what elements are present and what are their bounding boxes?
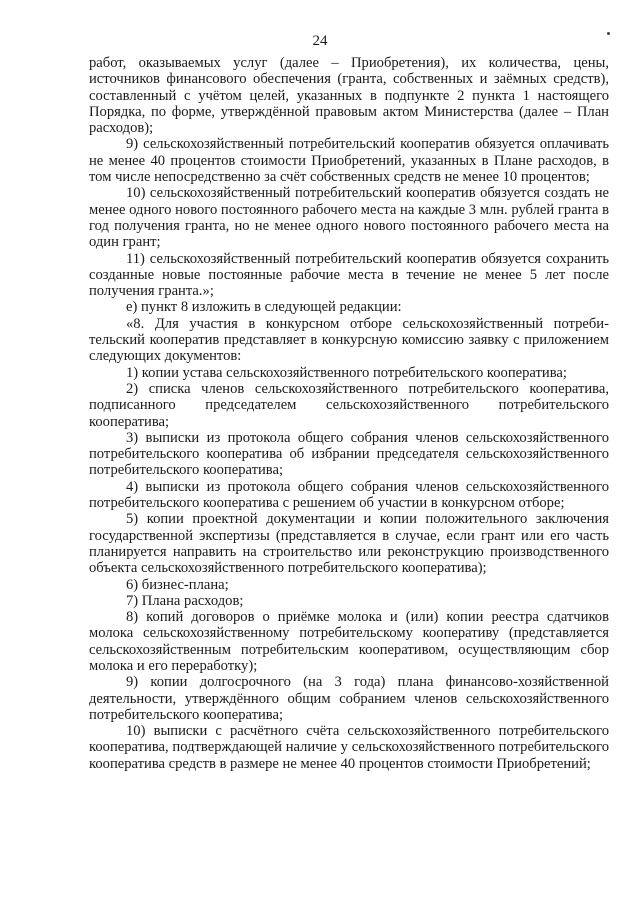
paragraph-doc-4: 4) выписки из протокола общего собрания членов сельскохозяйственного потребительского кооператива с решением об участии в конкурсном отборе; — [89, 478, 609, 512]
document-body — [89, 55, 609, 772]
paragraph-item-10: 10) сельскохозяйственный потребительский кооператив обязуется создать не менее одного нового постоянного рабочего места на каждые 3 млн. рублей гранта в год получения гранта, но не менее одного нового постоянного рабочего места на один грант; — [89, 185, 609, 251]
paragraph-doc-1: 1) копии устава сельскохозяйственного потребительского кооператива; — [126, 364, 567, 381]
paragraph-amendment-e: е) пункт 8 изложить в следующей редакции: — [126, 299, 402, 316]
paragraph-clause-8: «8. Для участия в конкурсном отборе сельскохозяйственный потребительский кооператив представляет в конкурсную комиссию заявку с приложением следующих документов: — [89, 315, 609, 365]
paragraph-doc-5: 5) копии проектной документации и копии положительного заключения государственной экспертизы (представляется в случае, если грант или его часть планируется направить на строительство или реконструкцию производственного объекта сельскохозяйственного потребительского кооператива); — [89, 511, 609, 577]
paragraph-doc-9: 9) копии долгосрочного (на 3 года) плана финансово-хозяйственной деятельности, утверждённого общим собранием членов сельскохозяйственного потребительского кооператива; — [89, 674, 609, 723]
paragraph-doc-10: 10) выписки с расчётного счёта сельскохозяйственного потребительского кооператива, подтверждающей наличие у сельскохозяйственного потребительского кооператива средств в размере не менее 40 процентов стоимости Приобретений; — [89, 723, 609, 772]
paragraph-item-9: 9) сельскохозяйственный потребительский кооператив обязуется оплачивать не менее 40 процентов стоимости Приобретений, указанных в Плане расходов, в том числе непосредственно за счёт собственных средств не менее 10 процентов; — [89, 136, 609, 186]
paragraph-doc-7: 7) Плана расходов; — [126, 592, 244, 609]
page-number: 24 — [312, 33, 328, 49]
scan-dot — [607, 32, 610, 35]
paragraph-doc-3: 3) выписки из протокола общего собрания членов сельскохозяйственного потребительского кооператива об избрании председателя сельскохозяйственного потребительского кооператива; — [89, 429, 609, 479]
paragraph-doc-6: 6) бизнес-плана; — [126, 576, 229, 593]
paragraph-continuation: работ, оказываемых услуг (далее – Приобретения), их количества, цены, источников финансового обеспечения (гранта, собственных и заёмных средств), составленный с учётом целей, указанных в подпункте 2 пункта 1 настоящего Порядка, по форме, утверждённой правовым актом Министерства (далее – План расходов); — [89, 55, 609, 137]
paragraph-item-11: 11) сельскохозяйственный потребительский кооператив обязуется сохранить созданные новые постоянные рабочие места в течение не менее 5 лет после получения гранта.»; — [89, 250, 609, 300]
paragraph-doc-2: 2) списка членов сельскохозяйственного потребительского кооператива, подписанного председателем сельскохозяйственного потребительского кооператива; — [89, 380, 609, 430]
paragraph-doc-8: 8) копий договоров о приёмке молока и (или) копии реестра сдатчиков молока сельскохозяйственному потребительскому кооперативу (представляется сельскохозяйственным потребительским кооперативом, осуществляющим сбор молока и его переработку); — [89, 609, 609, 674]
